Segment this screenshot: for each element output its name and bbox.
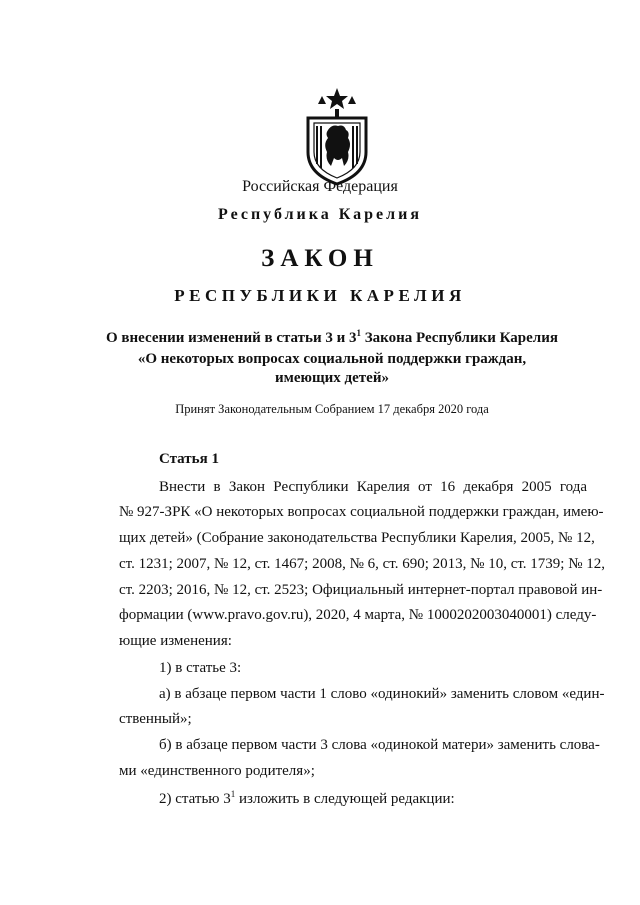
article-heading: Статья 1 [159,451,219,467]
country-name: Российская Федерация [242,178,398,195]
article-line: щих детей» (Собрание законодательства Республики Карелия, 2005, № 12, [119,530,595,546]
article-line: формации (www.pravo.gov.ru), 2020, 4 марта, № 1000202003040001) следу- [119,607,597,623]
article-line: № 927-ЗРК «О некоторых вопросах социальной поддержки граждан, имею- [119,504,604,520]
article-line: ст. 2203; 2016, № 12, ст. 2523; Официальный интернет-портал правовой ин- [119,582,603,598]
document-type: ЗАКОН [261,245,379,272]
document-issuer: РЕСПУБЛИКИ КАРЕЛИЯ [174,286,466,305]
article-line: а) в абзаце первом части 1 слово «одинокий» заменить словом «един- [159,686,605,702]
law-title-line-1: О внесении изменений в статьи 3 и $3^1$ Закона Республики Карелия [106,328,558,346]
article-line: ственный»; [119,711,192,727]
article-line: ющие изменения: [119,633,232,649]
article-line: ми «единственного родителя»; [119,763,315,779]
adoption-note: Принят Законодательным Собранием 17 декабря 2020 года [175,402,489,416]
law-title-line-2: «О некоторых вопросах социальной поддержки граждан, [137,351,527,367]
article-line: ст. 1231; 2007, № 12, ст. 1467; 2008, № 6, ст. 690; 2013, № 10, ст. 1739; № 12, [119,556,606,572]
article-line: 1) в статье 3: [159,660,242,676]
superscript: 1 [356,328,361,338]
law-title-line-3: имеющих детей» [275,370,389,386]
article-line: Внести в Закон Республики Карелия от 16 декабря 2005 года [159,479,587,495]
karelia-coat-of-arms-icon [298,86,376,186]
superscript: 1 [230,789,236,799]
article-line: б) в абзаце первом части 3 слова «одинокой матери» заменить слова- [159,737,600,753]
article-line: 2) статью $3^1$ изложить в следующей редакции: [159,789,455,807]
republic-name: Республика Карелия [218,206,422,223]
